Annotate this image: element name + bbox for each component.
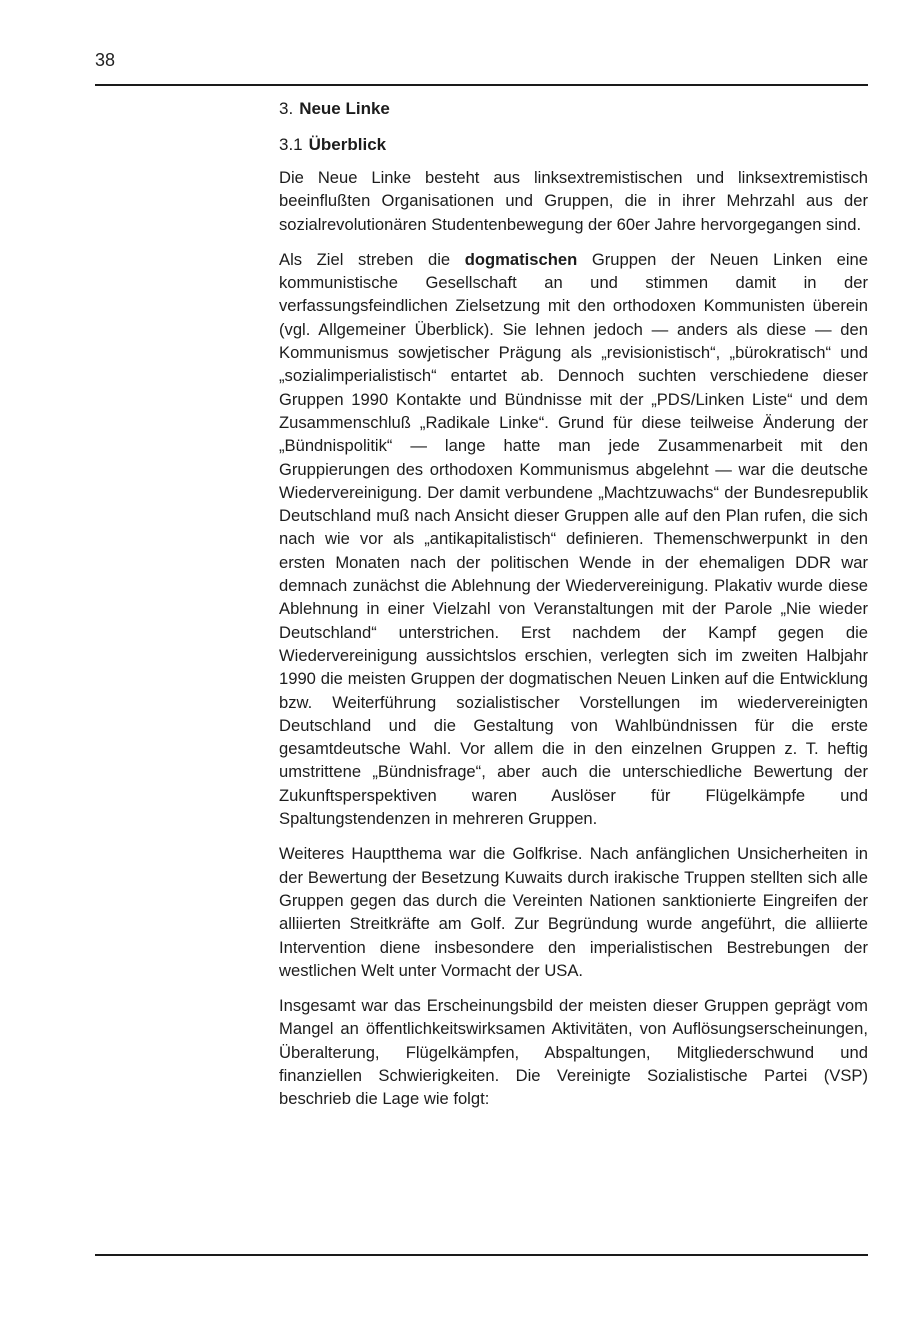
section-number: 3. bbox=[279, 99, 294, 118]
section-title: Neue Linke bbox=[299, 99, 390, 118]
paragraph-1: Die Neue Linke besteht aus linksextremistischen und linksextremistisch beeinflußten Organisationen und Gruppen, die in ihrer Mehrzahl aus der sozialrevolutionären Studentenbewegung der 60er Jahre hervorgegangen sind. bbox=[279, 168, 868, 234]
section-heading bbox=[279, 98, 868, 120]
header-rule bbox=[95, 84, 868, 86]
text-column bbox=[279, 98, 868, 1123]
paragraph-4: Insgesamt war das Erscheinungsbild der meisten dieser Gruppen geprägt vom Mangel an öffentlichkeitswirksamen Aktivitäten, von Auflösungserscheinungen, Überalterung, Flügelkämpfen, Abspaltungen, Mitgliederschwund und finanziellen Schwierigkeiten. Die Vereinigte Sozialistische Partei (VSP) beschrieb die Lage wie folgt: bbox=[279, 996, 868, 1109]
paragraph-2-rest: Gruppen der Neuen Linken eine kommunistische Gesellschaft an und stimmen damit in der verfassungsfeindlichen Zielsetzung mit den orthodoxen Kommunisten überein (vgl. Allgemeiner Überblick). Sie lehnen jedoch — anders als diese — den Kommunismus sowjetischer Prägung als „revisionistisch“, „bürokratisch“ und „sozialimperialistisch“ entartet ab. Dennoch suchten verschiedene dieser Gruppen 1990 Kontakte und Bündnisse mit der „PDS/Linken Liste“ und dem Zusammenschluß „Radikale Linke“. Grund für diese teilweise Änderung der „Bündnispolitik“ — lange hatte man jede Zusammenarbeit mit den Gruppierungen des orthodoxen Kommunismus abgelehnt — war die deutsche Wiedervereinigung. Der damit verbundene „Machtzuwachs“ der Bundesrepublik Deutschland muß nach Ansicht dieser Gruppen alle auf den Plan rufen, die sich nach wie vor als „antikapitalistisch“ definieren. Themenschwerpunkt in den ersten Monaten nach der politischen Wende in der ehemaligen DDR war demnach zunächst die Ablehnung der Wiedervereinigung. Plakativ wurde diese Ablehnung in einer Vielzahl von Veranstaltungen mit der Parole „Nie wieder Deutschland“ unterstrichen. Erst nachdem der Kampf gegen die Wiedervereinigung aussichtslos erschien, verlegten sich im zweiten Halbjahr 1990 die meisten Gruppen der dogmatischen Neuen Linken auf die Entwicklung bzw. Weiterführung sozialistischer Vorstellungen im wiedervereinigten Deutschland und die Gestaltung von Wahlbündnissen für die erste gesamtdeutsche Wahl. Vor allem die in den einzelnen Gruppen z. T. heftig umstrittene „Bündnisfrage“, aber auch die unterschiedliche Bewertung der Zukunftsperspektiven waren Auslöser für Flügelkämpfe und Spaltungstendenzen in mehreren Gruppen. bbox=[279, 249, 868, 829]
footer-rule bbox=[95, 1254, 868, 1256]
subsection-heading bbox=[279, 134, 868, 156]
paragraph-3: Weiteres Hauptthema war die Golfkrise. Nach anfänglichen Unsicherheiten in der Bewertung der Besetzung Kuwaits durch irakische Truppen stellten sich alle Gruppen gegen das durch die Vereinten Nationen sanktionierte Eingreifen der alliierten Streitkräfte am Golf. Zur Begründung wurde angeführt, die alliierte Intervention diene insbesondere den imperialistischen Bestrebungen der westlichen Welt unter Vormacht der USA. bbox=[279, 844, 868, 980]
page-number: 38 bbox=[95, 50, 116, 70]
subsection-title: Überblick bbox=[308, 135, 387, 154]
subsection-number: 3.1 bbox=[279, 135, 303, 154]
paragraph-2 bbox=[279, 248, 868, 830]
paragraph-2-emphasis: dogmatischen bbox=[464, 249, 578, 269]
paragraph-2-start: Als Ziel streben die bbox=[279, 249, 465, 269]
